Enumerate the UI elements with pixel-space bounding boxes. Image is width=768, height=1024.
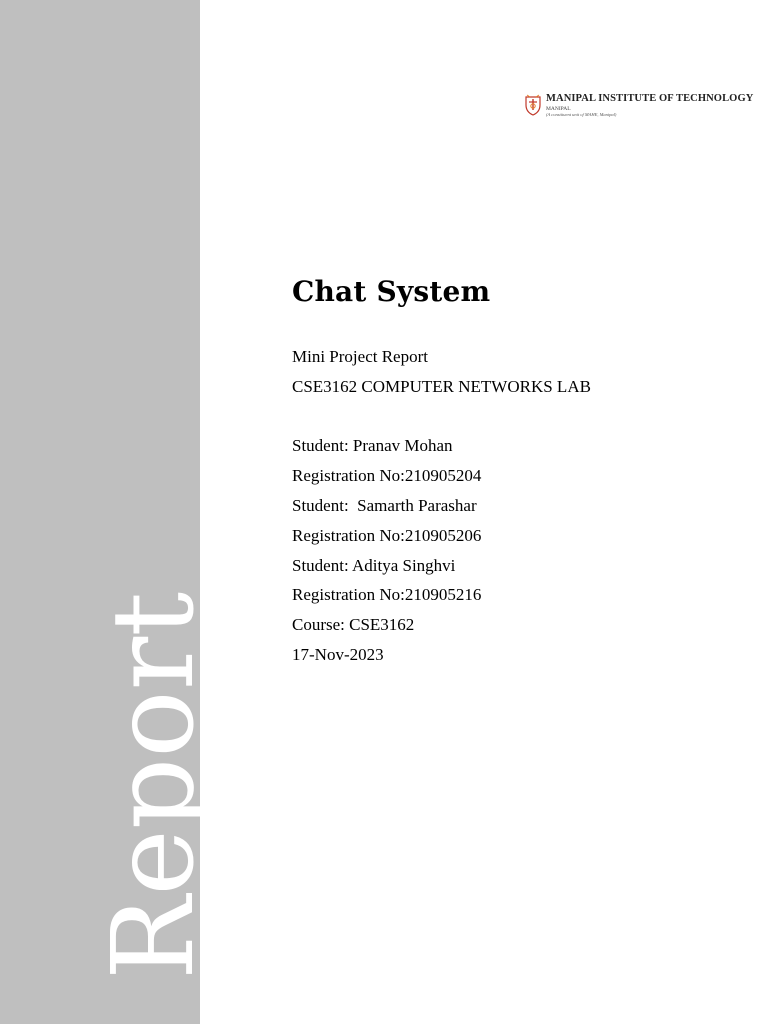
registration-number: Registration No:210905206 [292,525,482,545]
student-name: Student: Pranav Mohan [292,436,453,456]
institute-emblem-icon [524,94,542,116]
document-subtitle: Mini Project Report [292,347,428,366]
institute-logo [524,94,753,118]
cover-content [292,272,591,670]
course-line: CSE3162 COMPUTER NETWORKS LAB [292,376,591,396]
registration-number: Registration No:210905204 [292,466,482,486]
course-code: Course: CSE3162 [292,615,415,635]
registration-number: Registration No:210905216 [292,585,482,605]
institute-tagline: (A constituent unit of MAHE, Manipal) [546,112,617,117]
side-band [0,0,219,1024]
blank-line [292,402,591,432]
side-report-label: Report [89,591,219,980]
institute-city: MANIPAL [546,105,571,112]
report-date: 17-Nov-2023 [292,644,384,664]
institute-name: MANIPAL INSTITUTE OF TECHNOLOGY [546,93,754,104]
student-name: Student: Samarth Parashar [292,495,477,515]
document-details [292,342,591,670]
document-title: Chat System [292,275,491,308]
student-name: Student: Aditya Singhvi [292,555,456,575]
